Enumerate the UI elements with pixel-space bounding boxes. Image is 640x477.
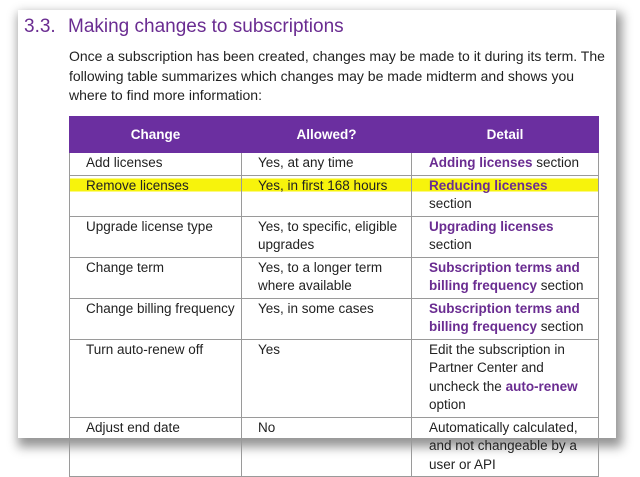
detail-link[interactable]: Upgrading licenses [429, 218, 554, 234]
changes-table [69, 116, 599, 477]
header-allowed: Allowed? [242, 117, 412, 153]
table-row [70, 216, 599, 257]
detail-text: section [429, 196, 472, 211]
table-body [70, 153, 599, 477]
section-number: 3.3. [24, 16, 56, 37]
header-detail: Detail [412, 117, 599, 153]
detail-text: section [537, 319, 584, 334]
cell-change: Change term [70, 257, 242, 298]
table-row [70, 153, 599, 176]
detail-text: Edit the subscription in Partner Center and uncheck the [429, 341, 565, 394]
cell-detail [412, 175, 599, 216]
cell-allowed: Yes, in first 168 hours [242, 175, 412, 216]
cell-allowed: Yes, in some cases [242, 298, 412, 339]
detail-link[interactable]: Adding licenses [429, 155, 533, 170]
table-row [70, 339, 599, 417]
cell-change: Turn auto-renew off [70, 339, 242, 417]
detail-text: option [429, 397, 466, 412]
detail-link[interactable]: Subscription terms and billing frequency [429, 300, 580, 334]
detail-link[interactable]: Reducing licenses [429, 177, 548, 193]
cell-detail [412, 417, 599, 477]
section-heading [24, 16, 344, 38]
cell-detail [412, 216, 599, 257]
detail-text: Automatically calculated, and not changeable by a user or API [429, 419, 578, 472]
table-header-row [70, 117, 599, 153]
cell-detail [412, 153, 599, 176]
header-change: Change [70, 117, 242, 153]
table-row [70, 298, 599, 339]
detail-link[interactable]: auto-renew [505, 378, 578, 394]
cell-allowed: Yes, to a longer term where available [242, 257, 412, 298]
section-intro: Once a subscription has been created, changes may be made to it during its term. The following table summarizes which changes may be made midterm and shows you where to find more information: [69, 48, 605, 103]
cell-detail [412, 339, 599, 417]
table-row [70, 175, 599, 216]
cell-allowed: Yes, at any time [242, 153, 412, 176]
cell-change: Adjust end date [70, 417, 242, 477]
cell-allowed: Yes, to specific, eligible upgrades [242, 216, 412, 257]
detail-text: section [532, 155, 580, 170]
section-title: Making changes to subscriptions [68, 16, 344, 37]
cell-detail [412, 298, 599, 339]
cell-allowed: Yes [242, 339, 412, 417]
cell-change: Add licenses [70, 153, 242, 176]
table-row [70, 417, 599, 477]
document-page [18, 10, 616, 472]
cell-change: Change billing frequency [70, 298, 242, 339]
detail-text: section [429, 237, 472, 252]
detail-text: section [537, 278, 584, 293]
table-row [70, 257, 599, 298]
cell-allowed: No [242, 417, 412, 477]
detail-link[interactable]: Subscription terms and billing frequency [429, 259, 580, 293]
cell-change: Remove licenses [70, 175, 242, 216]
cell-detail [412, 257, 599, 298]
cell-change: Upgrade license type [70, 216, 242, 257]
